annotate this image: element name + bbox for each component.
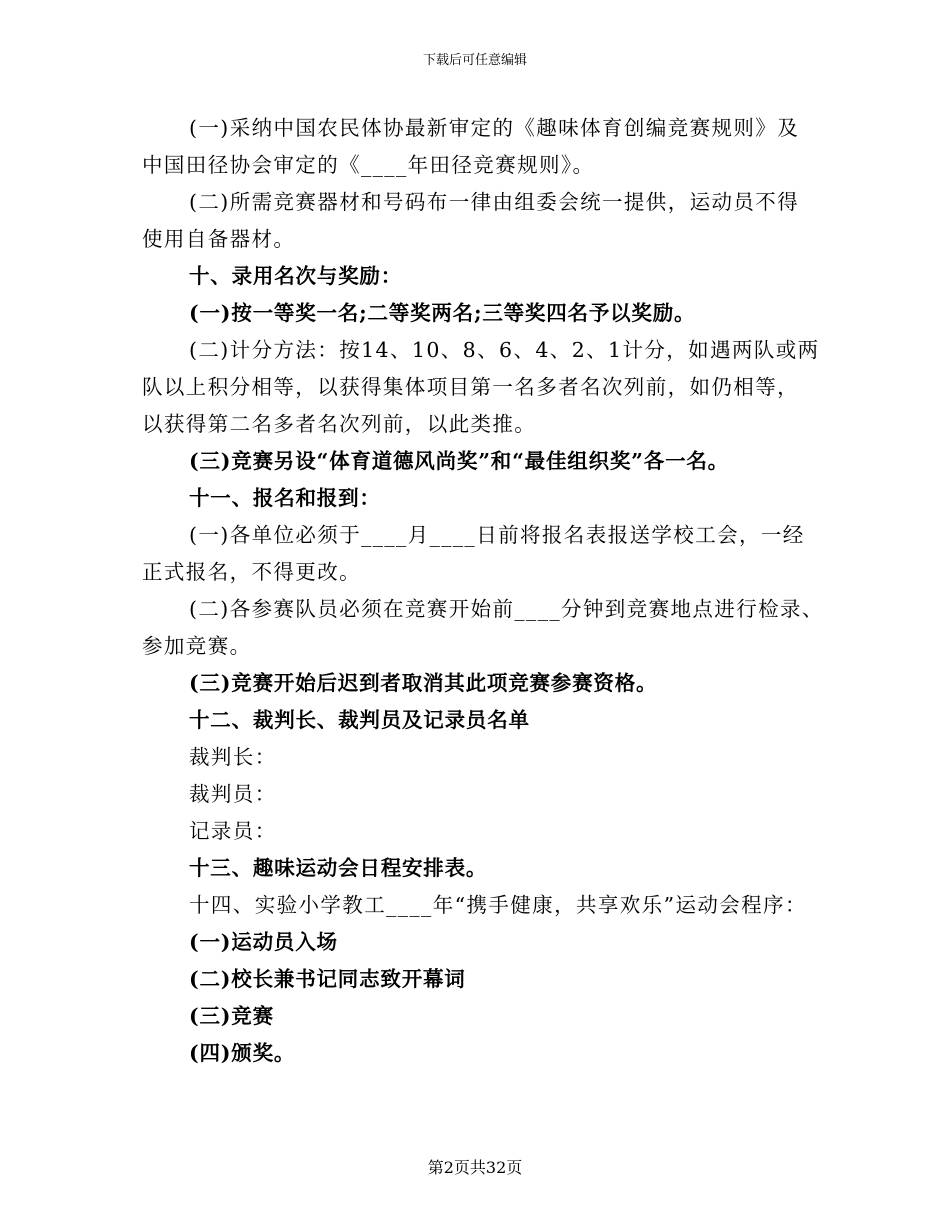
text-line: 记录员： (189, 819, 277, 843)
text-line: 十二、裁判长、裁判员及记录员名单 (189, 708, 530, 732)
text-line: 十四、实验小学教工____年“携手健康，共享欢乐”运动会程序： (189, 893, 807, 917)
text-line: (二)计分方法：按14、10、8、6、4、2、1计分，如遇两队或两 (189, 338, 820, 362)
text-line: 中国田径协会审定的《____年田径竞赛规则》。 (142, 153, 595, 177)
text-line: 正式报名，不得更改。 (142, 560, 361, 584)
document-body (142, 110, 824, 1072)
text-line: (一)采纳中国农民体协最新审定的《趣味体育创编竞赛规则》及 (189, 116, 800, 140)
text-line: (三)竞赛 (189, 1004, 274, 1028)
page-header: 下载后可任意编辑 (422, 53, 527, 68)
page-footer: 第2页共32页 (427, 1158, 523, 1177)
text-line: 十三、趣味运动会日程安排表。 (189, 856, 488, 880)
text-line: (三)竞赛开始后迟到者取消其此项竞赛参赛资格。 (189, 671, 658, 695)
text-line: 以获得第二名多者名次列前，以此类推。 (142, 412, 537, 436)
text-line: 裁判长： (189, 745, 277, 769)
text-line: 使用自备器材。 (142, 227, 296, 251)
text-line: (四)颁奖。 (189, 1041, 296, 1065)
text-line: (一)运动员入场 (189, 930, 338, 954)
text-line: (三)竞赛另设“体育道德风尚奖”和“最佳组织奖”各一名。 (189, 449, 729, 473)
text-line: (一)各单位必须于____月____日前将报名表报送学校工会，一经 (189, 523, 805, 547)
text-line: 十、录用名次与奖励： (189, 264, 402, 288)
text-line: (一)按一等奖一名;二等奖两名;三等奖四名予以奖励。 (189, 301, 696, 325)
text-line: 队以上积分相等，以获得集体项目第一名多者名次列前，如仍相等， (142, 375, 799, 399)
text-line: 裁判员： (189, 782, 277, 806)
text-line: (二)校长兼书记同志致开幕词 (189, 967, 466, 991)
text-line: (二)所需竞赛器材和号码布一律由组委会统一提供，运动员不得 (189, 190, 800, 214)
text-line: 十一、报名和报到： (189, 486, 381, 510)
text-line: 参加竞赛。 (142, 634, 252, 658)
text-line: (二)各参赛队员必须在竞赛开始前____分钟到竞赛地点进行检录、 (189, 597, 824, 621)
